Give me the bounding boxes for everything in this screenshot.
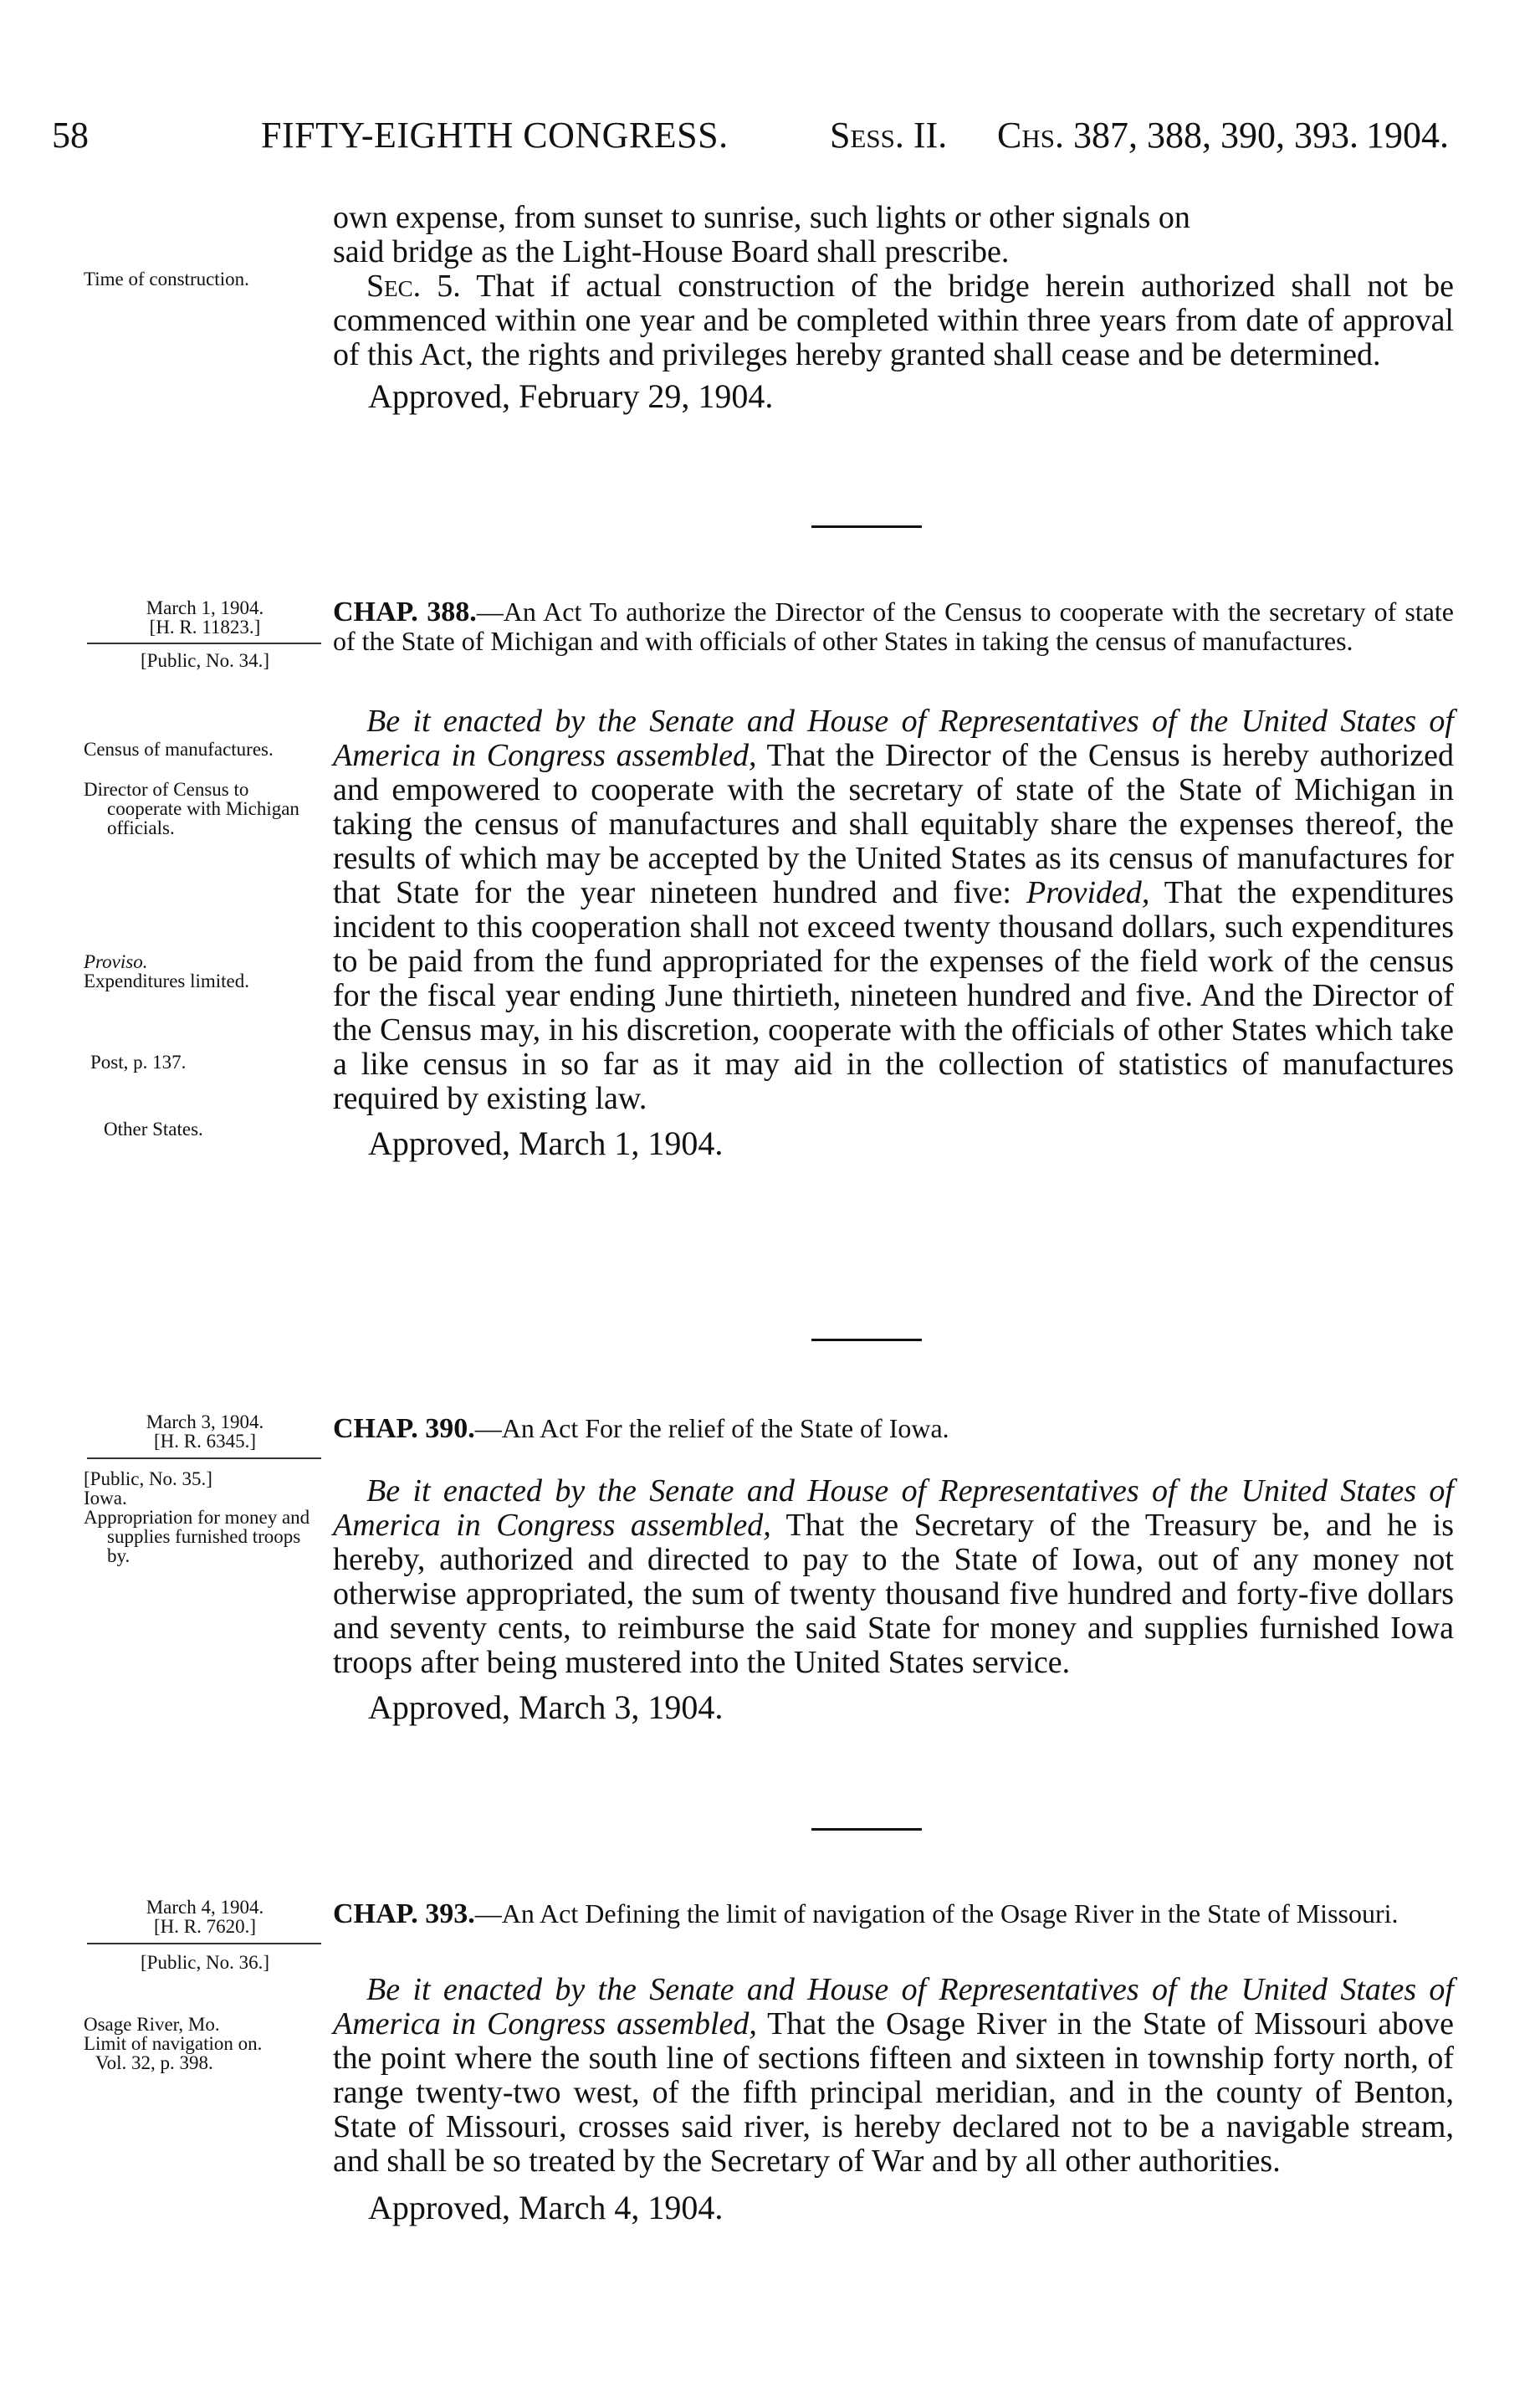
- chap-387-section-5: [333, 269, 1454, 372]
- margin-limit-of-navigation: Limit of navigation on.: [84, 2033, 263, 2054]
- section-text: That if actual construction of the bridge herein authorized shall not be commenced within one year and be completed within three years from date of approval of this Act, the rights and privileges hereby granted shall cease and be determined.: [333, 269, 1454, 372]
- margin-census-of-manufactures: Census of manufactures.: [84, 739, 274, 760]
- chap-390-approved: Approved, March 3, 1904.: [368, 1688, 724, 1726]
- margin-appropriation: Appropriation for money and supplies furnished troops by.: [84, 1507, 310, 1566]
- margin-iowa: Iowa.: [84, 1488, 127, 1509]
- page-number: 58: [52, 115, 89, 156]
- margin-other-states: Other States.: [104, 1119, 203, 1140]
- chap-390-enacting-clause: Be it enacted by the Senate and House of Representatives of the United States of America in Congress assembled,: [333, 1473, 1454, 1543]
- chap-388-paragraph: [333, 704, 1454, 1116]
- chap-388-enacting-clause: Be it enacted by the Senate and House of Representatives of the United States of America in Congress assembled,: [333, 704, 1454, 773]
- chap-388-text-1: That the Director of the Census is hereby authorized and empowered to cooperate with the secretary of state of the State of Michigan in taking the census of manufactures and shall equitably share the expenses thereof, the results of which may be accepted by the United States as its census of manufactures for that State for the year nineteen hundred and five:: [333, 738, 1454, 910]
- chap-390-margin-notes: [84, 1469, 326, 1565]
- chap-390-public: [Public, No. 35.]: [84, 1468, 212, 1489]
- chap-387-approved: Approved, February 29, 1904.: [368, 377, 774, 415]
- chap-388-bill: [H. R. 11823.]: [149, 617, 261, 638]
- chap-393-heading: [333, 1899, 1454, 1929]
- chap-388-heading: [333, 597, 1454, 655]
- chap-393-date: March 4, 1904.: [146, 1897, 264, 1918]
- chap-388-label: CHAP. 388.: [333, 597, 477, 627]
- chap-393-enacting-clause: Be it enacted by the Senate and House of Representatives of the United States of America in Congress assembled,: [333, 1972, 1454, 2041]
- chap-387-continuation: [333, 201, 1454, 413]
- session-label: Sess. II.: [830, 115, 948, 156]
- header-year: 1904.: [1366, 115, 1449, 156]
- chap-390-label: CHAP. 390.: [333, 1413, 475, 1444]
- chap-390-text: That the Secretary of the Treasury be, and he is hereby, authorized and directed to pay to the State of Iowa, out of any money not otherwise appropriated, the sum of twenty thousand five hundred and forty-five dollars and seventy cents, to reimburse the said State for money and supplies furnished Iowa troops after being mustered into the United States service.: [333, 1508, 1454, 1680]
- chap-393-bill: [H. R. 7620.]: [153, 1916, 257, 1937]
- section-divider-1: [811, 525, 922, 528]
- chap-388-margin-header: [84, 598, 326, 637]
- margin-post-reference: Post, p. 137.: [90, 1052, 187, 1073]
- chap-390-margin-header: [84, 1412, 326, 1451]
- margin-vol-reference: Vol. 32, p. 398.: [95, 2052, 213, 2073]
- chap-393-text: That the Osage River in the State of Missouri above the point where the south line of sections fifteen and sixteen in township forty north, of range twenty-two west, of the fifth principal meridian, and in the county of Benton, State of Missouri, crosses said river, is hereby declared not to be a navigable stream, and shall be so treated by the Secretary of War and by all other authorities.: [333, 2006, 1454, 2179]
- chap-393-public: [Public, No. 36.]: [141, 1952, 269, 1973]
- chap-388-date: March 1, 1904.: [146, 597, 264, 618]
- chap-388-title: —An Act To authorize the Director of the Census to cooperate with the secretary of state of the State of Michigan and with officials of other States in taking the census of manufactures.: [333, 597, 1455, 656]
- margin-osage-river: Osage River, Mo.: [84, 2014, 220, 2035]
- chap-393-body: [333, 1973, 1454, 2225]
- chap-388-provided: Provided,: [1026, 875, 1150, 910]
- chap-393-title: —An Act Defining the limit of navigation of the Osage River in the State of Missouri.: [474, 1898, 1399, 1929]
- margin-proviso-label: Proviso.: [84, 951, 148, 972]
- chap-387-line-1: own expense, from sunset to sunrise, such lights or other signals on: [333, 200, 1190, 235]
- running-header: [52, 110, 1449, 161]
- section-divider-3: [811, 1828, 922, 1831]
- chap-390-body: [333, 1474, 1454, 1724]
- chap-393-margin-header: [84, 1898, 326, 1936]
- margin-rule-388: [87, 643, 321, 644]
- margin-rule-393: [87, 1943, 321, 1944]
- chap-393-label: CHAP. 393.: [333, 1898, 475, 1929]
- margin-director-of-census: Director of Census to cooperate with Michigan officials.: [84, 779, 299, 838]
- chap-390-date: March 3, 1904.: [146, 1411, 264, 1432]
- chap-388-text-2: That the expenditures incident to this cooperation shall not exceed twenty thousand dollars, such expenditures to be paid from the fund appropriated for the expenses of the field work of the census for the fiscal year ending June thirtieth, nineteen hundred and five. And the Director of the Census may, in his discretion, cooperate with the officials of other States which take a like census in so far as it may aid in the collection of statistics of manufactures required by existing law.: [333, 875, 1454, 1116]
- chap-390-bill: [H. R. 6345.]: [153, 1431, 257, 1452]
- chapters-label: Chs. 387, 388, 390, 393.: [997, 115, 1358, 156]
- chap-390-title: —An Act For the relief of the State of Iowa.: [474, 1413, 949, 1443]
- chap-388-body: [333, 704, 1454, 1160]
- margin-proviso: [84, 952, 326, 991]
- chap-388-approved: Approved, March 1, 1904.: [368, 1124, 724, 1162]
- congress-title: FIFTY-EIGHTH CONGRESS.: [261, 115, 729, 156]
- chap-393-margin-notes: [84, 2015, 326, 2072]
- chap-390-paragraph: [333, 1474, 1454, 1680]
- margin-time-of-construction: Time of construction.: [84, 269, 249, 289]
- chap-390-heading: [333, 1414, 1454, 1443]
- chap-387-line-2: said bridge as the Light-House Board shall prescribe.: [333, 234, 1010, 269]
- chap-393-paragraph: [333, 1973, 1454, 2179]
- margin-rule-390: [87, 1457, 321, 1459]
- chap-388-public: [Public, No. 34.]: [141, 650, 269, 671]
- section-divider-2: [811, 1339, 922, 1341]
- section-label: Sec. 5.: [366, 269, 461, 304]
- chap-393-approved: Approved, March 4, 1904.: [368, 2189, 724, 2226]
- margin-expenditures-limited: Expenditures limited.: [84, 971, 250, 991]
